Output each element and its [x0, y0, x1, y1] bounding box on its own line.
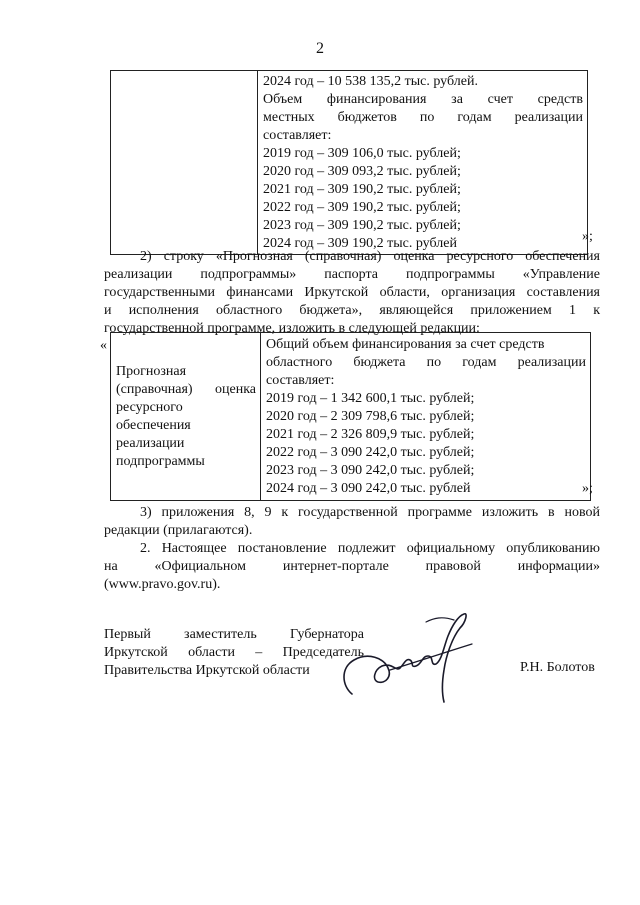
signatory-title-line: Первый заместитель Губернатора	[104, 627, 364, 642]
table1-line: 2024 год – 10 538 135,2 тыс. рублей.	[263, 74, 478, 89]
table2-opening-quote: «	[100, 338, 107, 353]
table1-line: 2024 год – 309 190,2 тыс. рублей	[263, 236, 457, 251]
table1-line: 2023 год – 309 190,2 тыс. рублей;	[263, 218, 461, 233]
paragraph-line: (www.pravo.gov.ru).	[104, 577, 221, 592]
table2-line: областного бюджета по годам реализации	[266, 355, 586, 370]
table2-label-line: обеспечения	[116, 417, 191, 433]
table2-line: 2024 год – 3 090 242,0 тыс. рублей	[266, 481, 471, 496]
paragraph-line: государственными финансами Иркутской области, организация составления	[104, 285, 600, 300]
paragraph-item-3	[104, 504, 600, 540]
table1-line: 2019 год – 309 106,0 тыс. рублей;	[263, 146, 461, 161]
paragraph-line: 3) приложения 8, 9 к государственной программе изложить в новой	[140, 505, 600, 520]
table2-label-line: ресурсного	[116, 399, 183, 415]
table2-line: 2023 год – 3 090 242,0 тыс. рублей;	[266, 463, 475, 478]
table2-closing-quote: »;	[582, 481, 593, 496]
signatory-title	[104, 626, 364, 680]
table2-right-cell	[261, 333, 591, 501]
page-number: 2	[316, 40, 324, 57]
table1-right-cell	[258, 71, 588, 255]
funding-table-continuation	[110, 70, 588, 255]
paragraph-line: редакции (прилагаются).	[104, 523, 253, 538]
paragraph-line: 2) строку «Прогнозная (справочная) оценка ресурсного обеспечения	[140, 249, 600, 264]
table2-left-cell	[111, 333, 261, 501]
table2-label-line: (справочная) оценка	[116, 381, 256, 397]
signatory-name: Р.Н. Болотов	[520, 660, 595, 675]
paragraph-line: реализации подпрограммы» паспорта подпрограммы «Управление	[104, 267, 600, 282]
table1-line: местных бюджетов по годам реализации	[263, 110, 583, 125]
table2-label-line: реализации	[116, 435, 185, 451]
table2-line: 2021 год – 2 326 809,9 тыс. рублей;	[266, 427, 475, 442]
table1-left-cell	[111, 71, 258, 255]
signatory-title-line: Правительства Иркутской области	[104, 663, 310, 678]
funding-table-new	[110, 332, 591, 501]
paragraph-item-2	[104, 248, 600, 338]
table2-line: 2022 год – 3 090 242,0 тыс. рублей;	[266, 445, 475, 460]
paragraph-line: на «Официальном интернет-портале правовой информации»	[104, 559, 600, 574]
table2-label-line: Прогнозная	[116, 363, 187, 379]
signatory-title-line: Иркутской области – Председатель	[104, 645, 364, 660]
table1-line: 2020 год – 309 093,2 тыс. рублей;	[263, 164, 461, 179]
paragraph-publication	[104, 540, 600, 594]
table2-line: 2020 год – 2 309 798,6 тыс. рублей;	[266, 409, 475, 424]
paragraph-line: государственной программе, изложить в следующей редакции:	[104, 321, 480, 336]
table1-line: Объем финансирования за счет средств	[263, 92, 583, 107]
table1-line: составляет:	[263, 128, 332, 143]
handwritten-signature	[330, 598, 480, 708]
table1-closing-quote: »;	[582, 229, 593, 244]
table2-line: Общий объем финансирования за счет средств	[266, 337, 545, 352]
paragraph-line: и исполнения областного бюджета», являющейся приложением 1 к	[104, 303, 600, 318]
table2-line: составляет:	[266, 373, 335, 388]
table1-line: 2021 год – 309 190,2 тыс. рублей;	[263, 182, 461, 197]
table2-label-line: подпрограммы	[116, 453, 205, 469]
table1-line: 2022 год – 309 190,2 тыс. рублей;	[263, 200, 461, 215]
table2-line: 2019 год – 1 342 600,1 тыс. рублей;	[266, 391, 475, 406]
paragraph-line: 2. Настоящее постановление подлежит официальному опубликованию	[140, 541, 600, 556]
